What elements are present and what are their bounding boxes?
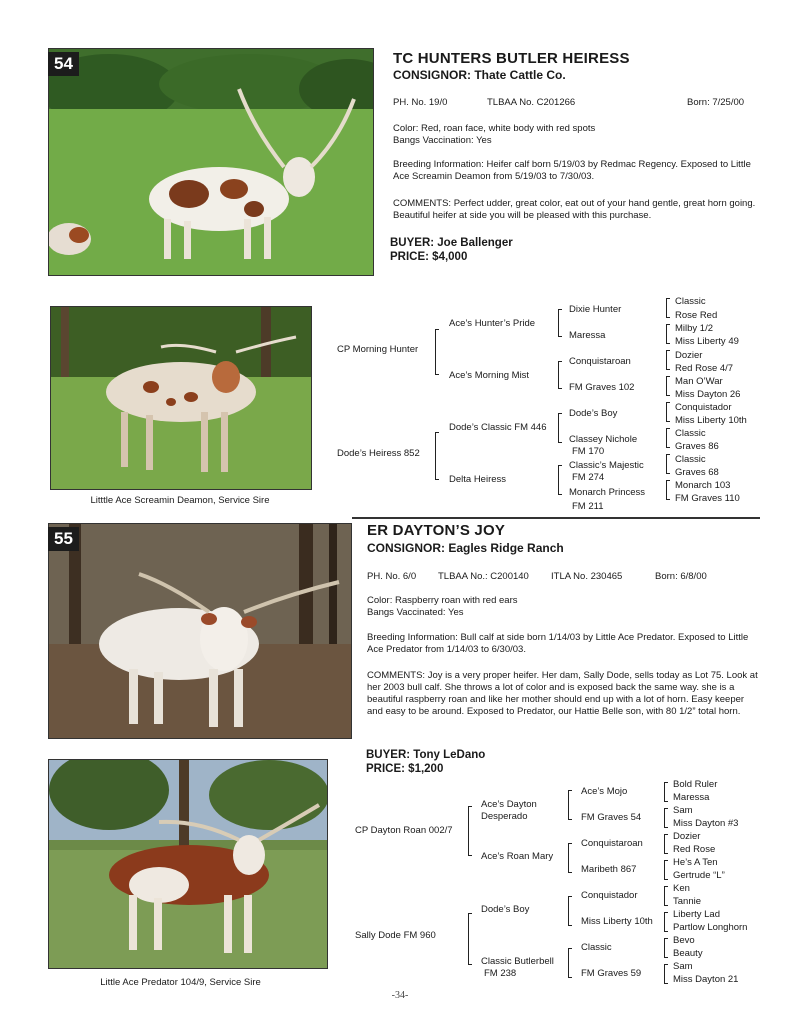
lot55-ped-ssd: FM Graves 54: [581, 812, 642, 823]
lot54-ped-g10: Miss Liberty 10th: [675, 415, 747, 426]
lot54-ped-g1: Classic: [675, 296, 706, 307]
lot54-ped-dds1: Classic’s Majestic: [569, 460, 644, 471]
lot54-ped-g8: Miss Dayton 26: [675, 389, 741, 400]
lot54-ped-dsd1: Classey Nichole: [569, 434, 638, 445]
lot54-ped-sdd: FM Graves 102: [569, 382, 635, 393]
lot54-bracket-sd: [558, 361, 562, 389]
lot55-cow-photo: [48, 523, 352, 739]
lot55-ped-dds: Classic: [581, 942, 612, 953]
lot54-ped-sd: Ace’s Morning Mist: [449, 370, 530, 381]
lot55-buyer: BUYER: Tony LeDano: [366, 749, 486, 761]
lot55-ped-sd: Ace’s Roan Mary: [481, 851, 554, 862]
lot54-ped-g4: Miss Liberty 49: [675, 336, 739, 347]
lot54-price: PRICE: $4,000: [390, 251, 468, 263]
lot55-bracket-ds: [568, 896, 572, 926]
lot55-number-badge: 55: [48, 527, 79, 551]
lot55-bracket-g5: [664, 886, 668, 906]
lot55-ped-g9: Ken: [673, 883, 690, 894]
lot55-breeding: Breeding Information: Bull calf at side born 1/14/03 by Little Ace Predator. Exposed to Little Ace Predator from 1/14/03 to 6/30/03.: [367, 632, 749, 655]
lot55-itla: ITLA No. 230465: [551, 571, 623, 582]
lot54-ped-g14: Graves 68: [675, 467, 719, 478]
lot55-ped-sss: Ace’s Mojo: [581, 786, 628, 797]
lot55-bracket-ss: [568, 790, 572, 820]
lot54-bracket-g1: [666, 298, 670, 318]
lot55-ped-g11: Liberty Lad: [673, 909, 721, 920]
lot54-bracket-g8: [666, 480, 670, 500]
lot55-ped-g2: Maressa: [673, 792, 710, 803]
lot55-ped-dsd: Miss Liberty 10th: [581, 916, 653, 927]
lot55-ped-g12: Partlow Longhorn: [673, 922, 748, 933]
lot54-ped-g6: Red Rose 4/7: [675, 363, 734, 374]
lot54-tlbaa: TLBAA No. C201266: [487, 97, 576, 108]
lot55-bracket-g7: [664, 938, 668, 958]
lot55-ped-g10: Tannie: [673, 896, 701, 907]
lot54-ped-ss: Ace’s Hunter’s Pride: [449, 318, 536, 329]
lot54-bracket-g2: [666, 324, 670, 344]
lot55-ped-sdd: Maribeth 867: [581, 864, 637, 875]
lot55-ped-dam: Sally Dode FM 960: [355, 930, 436, 941]
lot55-ped-ds: Dode’s Boy: [481, 904, 530, 915]
lot55-tlbaa: TLBAA No.: C200140: [438, 571, 529, 582]
lot54-born: Born: 7/25/00: [687, 97, 745, 108]
lot54-ped-g16: FM Graves 110: [675, 493, 740, 504]
lot54-comments: COMMENTS: Perfect udder, great color, eat out of your hand gentle, great horn going. Beautiful heifer at side you will be pleased with this purchase.: [393, 198, 756, 221]
lot55-ped-sire: CP Dayton Roan 002/7: [355, 825, 453, 836]
lot54-bracket-g7: [666, 454, 670, 474]
lot55-ped-g1: Bold Ruler: [673, 779, 718, 790]
lot54-ped-sss: Dixie Hunter: [569, 304, 622, 315]
lot55-bracket-g4: [664, 860, 668, 880]
lot54-color: Color: Red, roan face, white body with red spots: [393, 123, 596, 134]
lot54-ped-g7: Man O’War: [675, 376, 723, 387]
lot54-breeding: Breeding Information: Heifer calf born 5/19/03 by Redmac Regency. Exposed to Little Ace Screamin Deamon from 5/19/03 to 7/30/03.: [393, 159, 751, 182]
lot54-ped-g15: Monarch 103: [675, 480, 731, 491]
lot55-consignor: CONSIGNOR: Eagles Ridge Ranch: [367, 541, 564, 555]
lot54-bracket-g4: [666, 376, 670, 396]
lot54-ped-g12: Graves 86: [675, 441, 719, 452]
lot55-ped-g5: Dozier: [673, 831, 701, 842]
lot55-bracket-sd: [568, 843, 572, 873]
lot55-ped-g7: He’s A Ten: [673, 857, 718, 868]
lot54-ped-g5: Dozier: [675, 350, 703, 361]
lot55-bracket-dam: [468, 913, 472, 965]
lot55-sire-photo: [48, 759, 328, 969]
lot54-ph: PH. No. 19/0: [393, 97, 448, 108]
lot55-ped-g15: Sam: [673, 961, 693, 972]
section-divider: [352, 517, 760, 519]
lot54-ped-ddd2: FM 211: [572, 501, 604, 512]
lot54-bracket-sire: [435, 329, 439, 375]
lot55-ped-g16: Miss Dayton 21: [673, 974, 739, 985]
lot55-ped-dd2: FM 238: [484, 968, 517, 979]
lot55-bracket-g6: [664, 912, 668, 932]
lot54-ped-dd: Delta Heiress: [449, 474, 507, 485]
lot55-ped-ss2: Desperado: [481, 811, 528, 822]
lot55-ped-dd1: Classic Butlerbell: [481, 956, 554, 967]
lot54-ped-g11: Classic: [675, 428, 706, 439]
lot54-bracket-g6: [666, 428, 670, 448]
lot54-ped-g9: Conquistador: [675, 402, 732, 413]
lot55-sire-caption: Little Ace Predator 104/9, Service Sire: [100, 977, 261, 988]
lot54-bangs: Bangs Vaccination: Yes: [393, 135, 492, 146]
lot54-bracket-dam: [435, 432, 439, 480]
lot54-consignor: CONSIGNOR: Thate Cattle Co.: [393, 68, 566, 82]
lot54-ped-dsd2: FM 170: [572, 446, 605, 457]
lot54-bracket-dd: [558, 465, 562, 495]
lot54-ped-dam: Dode’s Heiress 852: [337, 448, 420, 459]
lot54-sire-caption: Litttle Ace Screamin Deamon, Service Sire: [90, 495, 270, 506]
lot54-bracket-g5: [666, 402, 670, 422]
lot55-ped-g8: Gertrude “L”: [673, 870, 725, 881]
lot55-comments: COMMENTS: Joy is a very proper heifer. Her dam, Sally Dode, sells today as Lot 75. Look at her 2003 bull calf. She throws a lot of color and is exposed back the same way. she is a beautiful raspberry roan and like her mother should end up with a lot of horn. Easy keeper and easy to be around. Exposed to Predator, our Hattie Belle son, with 80 1/2” total horn.: [367, 670, 758, 717]
lot54-buyer: BUYER: Joe Ballenger: [390, 237, 513, 249]
lot54-ped-g13: Classic: [675, 454, 706, 465]
lot55-ped-g3: Sam: [673, 805, 693, 816]
lot55-bracket-g8: [664, 964, 668, 984]
lot55-bracket-dd: [568, 948, 572, 978]
lot55-bracket-sire: [468, 806, 472, 856]
lot55-title: ER DAYTON’S JOY: [367, 522, 506, 539]
lot55-ped-g4: Miss Dayton #3: [673, 818, 739, 829]
lot54-ped-ds: Dode’s Classic FM 446: [449, 422, 547, 433]
lot55-ped-ss1: Ace’s Dayton: [481, 799, 537, 810]
lot54-bracket-ds: [558, 413, 562, 443]
lot54-sire-photo: [50, 306, 312, 490]
lot54-bracket-g3: [666, 350, 670, 370]
lot55-ped-g14: Beauty: [673, 948, 703, 959]
lot54-ped-g3: Milby 1/2: [675, 323, 714, 334]
lot54-ped-g2: Rose Red: [675, 310, 718, 321]
lot54-ped-sds: Conquistaroan: [569, 356, 631, 367]
lot55-bracket-g1: [664, 782, 668, 802]
page-number: -34-: [391, 990, 409, 1001]
lot54-cow-photo: [48, 48, 374, 276]
lot54-ped-ssd: Maressa: [569, 330, 606, 341]
lot55-ph: PH. No. 6/0: [367, 571, 417, 582]
lot55-ped-dss: Conquistador: [581, 890, 638, 901]
lot55-ped-ddd: FM Graves 59: [581, 968, 642, 979]
lot55-bangs: Bangs Vaccinated: Yes: [367, 607, 464, 618]
lot54-ped-dss: Dode’s Boy: [569, 408, 618, 419]
lot54-bracket-ss: [558, 309, 562, 337]
lot55-color: Color: Raspberry roan with red ears: [367, 595, 518, 606]
lot55-born: Born: 6/8/00: [655, 571, 707, 582]
lot54-ped-sire: CP Morning Hunter: [337, 344, 419, 355]
lot55-ped-g13: Bevo: [673, 935, 695, 946]
lot55-bracket-g2: [664, 808, 668, 828]
lot54-title: TC HUNTERS BUTLER HEIRESS: [393, 50, 630, 67]
lot54-ped-ddd1: Monarch Princess: [569, 487, 646, 498]
lot54-ped-dds2: FM 274: [572, 472, 605, 483]
lot55-ped-sds: Conquistaroan: [581, 838, 643, 849]
lot54-number-badge: 54: [48, 52, 79, 76]
lot55-bracket-g3: [664, 834, 668, 854]
lot55-price: PRICE: $1,200: [366, 763, 444, 775]
lot55-ped-g6: Red Rose: [673, 844, 716, 855]
